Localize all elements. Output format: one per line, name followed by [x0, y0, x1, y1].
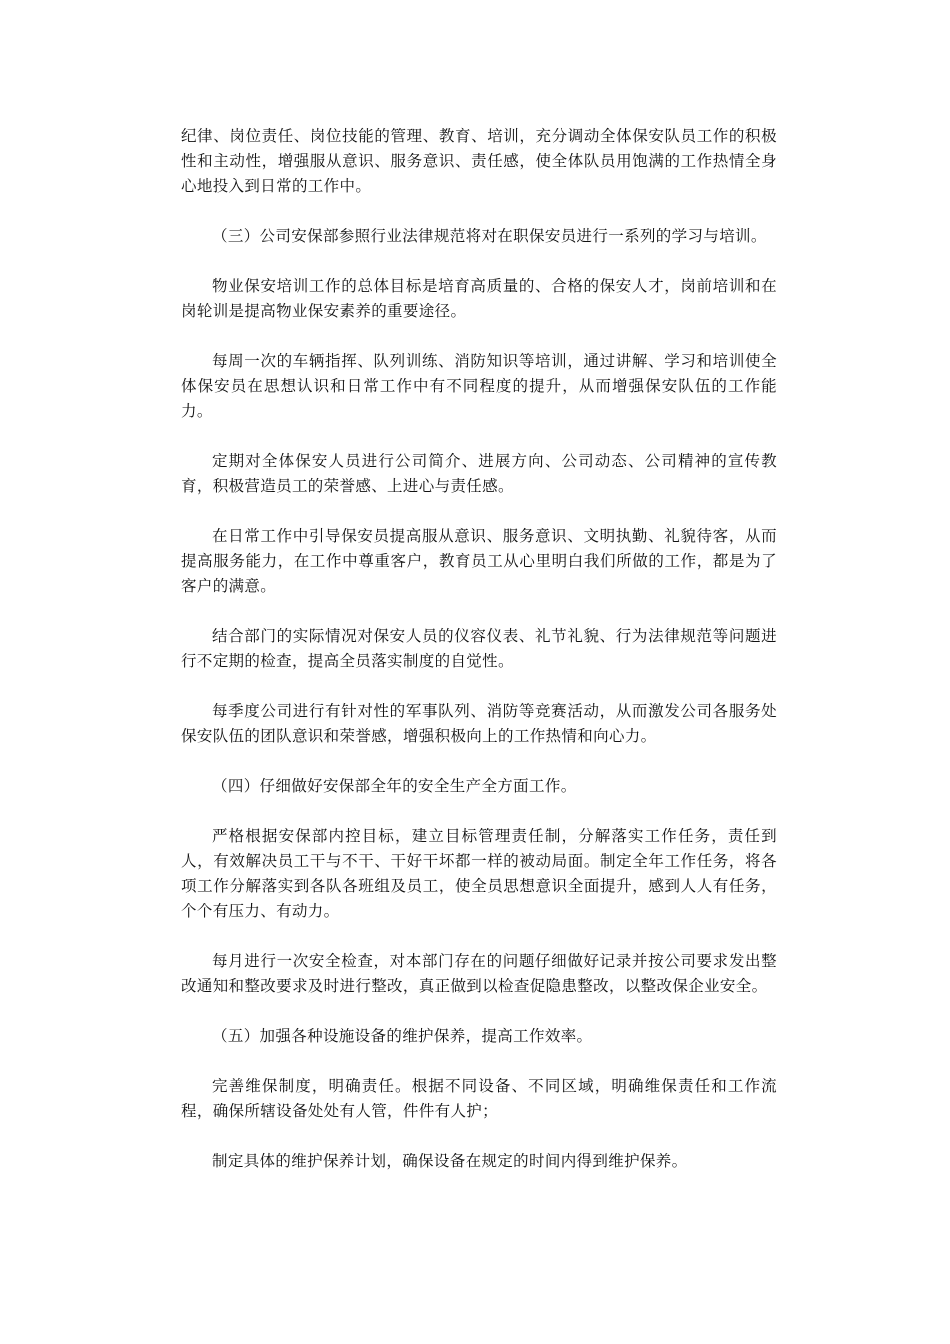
paragraph-training-goal: 物业保安培训工作的总体目标是培育高质量的、合格的保安人才，岗前培训和在岗轮训是提高物业保安素养的重要途径。 — [181, 277, 777, 320]
document-body — [181, 124, 777, 1199]
paragraph-company-education: 定期对全体保安人员进行公司简介、进展方向、公司动态、公司精神的宣传教育，积极营造员工的荣誉感、上进心与责任感。 — [181, 452, 777, 495]
paragraph-responsibility-system: 严格根据安保部内控目标，建立目标管理责任制，分解落实工作任务，责任到人，有效解决员工干与不干、干好干坏都一样的被动局面。制定全年工作任务，将各项工作分解落实到各队各班组及员工，使全员思想意识全面提升，感到人人有任务，个个有压力、有动力。 — [181, 827, 777, 920]
paragraph-inspection: 结合部门的实际情况对保安人员的仪容仪表、礼节礼貌、行为法律规范等问题进行不定期的检查，提高全员落实制度的自觉性。 — [181, 627, 777, 670]
section-heading-3: （三）公司安保部参照行业法律规范将对在职保安员进行一系列的学习与培训。 — [212, 227, 767, 245]
paragraph-maintenance-system: 完善维保制度，明确责任。根据不同设备、不同区域，明确维保责任和工作流程，确保所辖设备处处有人管，件件有人护； — [181, 1077, 777, 1120]
paragraph-weekly-training: 每周一次的车辆指挥、队列训练、消防知识等培训，通过讲解、学习和培训使全体保安员在思想认识和日常工作中有不同程度的提升，从而增强保安队伍的工作能力。 — [181, 352, 777, 420]
paragraph-continuation: 纪律、岗位责任、岗位技能的管理、教育、培训，充分调动全体保安队员工作的积极性和主动性，增强服从意识、服务意识、责任感，使全体队员用饱满的工作热情全身心地投入到日常的工作中。 — [181, 127, 777, 195]
paragraph-monthly-check: 每月进行一次安全检查，对本部门存在的问题仔细做好记录并按公司要求发出整改通知和整改要求及时进行整改，真正做到以检查促隐患整改，以整改保企业安全。 — [181, 952, 777, 995]
section-heading-4: （四）仔细做好安保部全年的安全生产全方面工作。 — [212, 777, 577, 795]
paragraph-quarterly-competition: 每季度公司进行有针对性的军事队列、消防等竞赛活动，从而激发公司各服务处保安队伍的团队意识和荣誉感，增强积极向上的工作热情和向心力。 — [181, 702, 777, 745]
paragraph-service-awareness: 在日常工作中引导保安员提高服从意识、服务意识、文明执勤、礼貌待客，从而提高服务能力，在工作中尊重客户，教育员工从心里明白我们所做的工作，都是为了客户的满意。 — [181, 527, 777, 595]
paragraph-maintenance-plan: 制定具体的维护保养计划，确保设备在规定的时间内得到维护保养。 — [212, 1152, 688, 1170]
section-heading-5: （五）加强各种设施设备的维护保养，提高工作效率。 — [212, 1027, 593, 1045]
